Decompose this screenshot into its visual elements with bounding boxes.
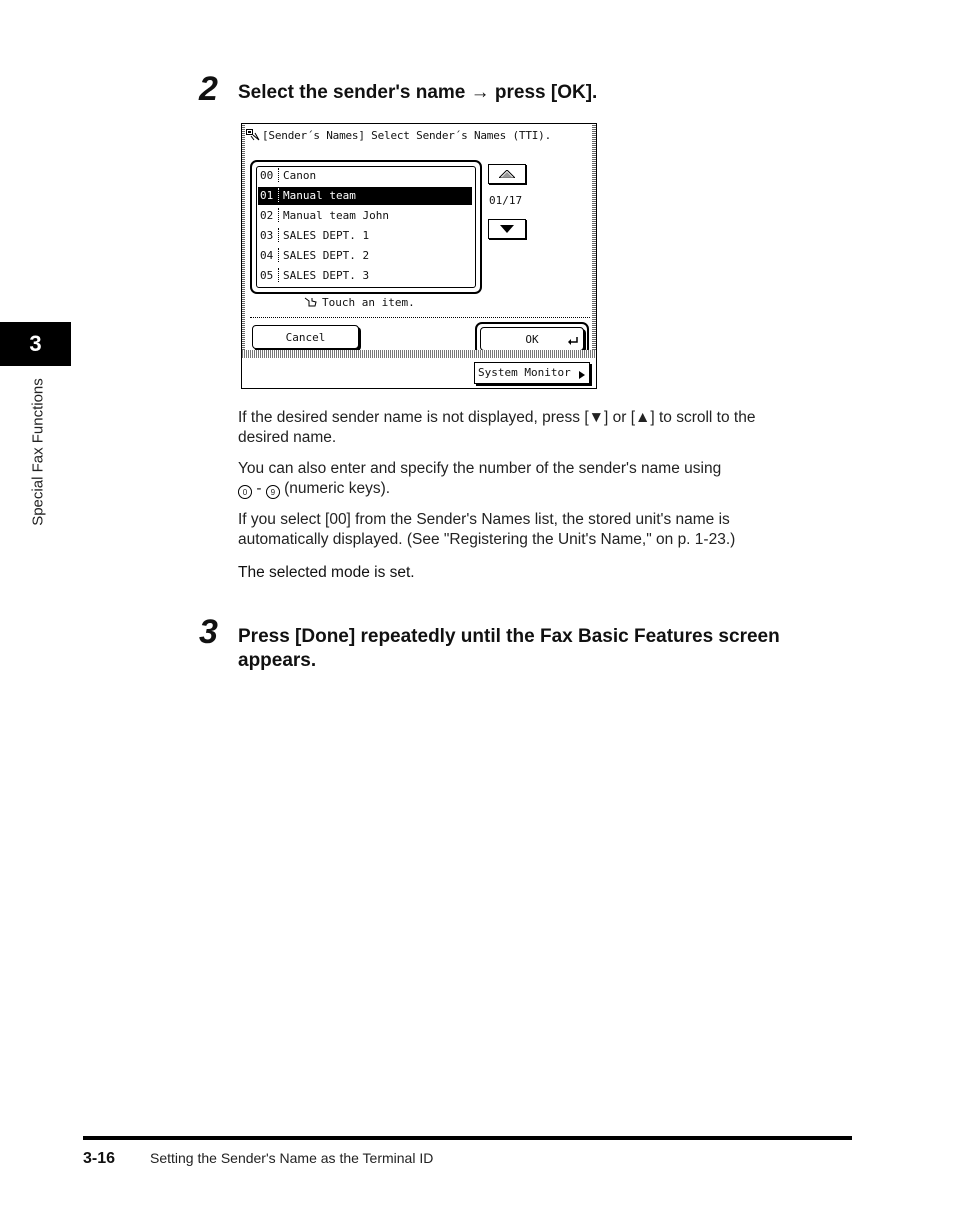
triangle-right-icon [579, 371, 585, 379]
item-name: SALES DEPT. 3 [283, 269, 370, 282]
step-title [238, 625, 848, 673]
step-title: Select the sender's name → press [OK]. [238, 82, 598, 103]
down-arrow-icon [500, 225, 514, 233]
list-item-03[interactable] [258, 227, 472, 245]
item-number: 02 [260, 209, 274, 222]
item-number: 05 [260, 269, 274, 282]
list-item-01[interactable] [258, 187, 472, 205]
item-name: Manual team [283, 189, 356, 202]
panel-border-hatch [592, 124, 596, 354]
up-arrow-icon [499, 170, 515, 178]
footer-title: Setting the Sender's Name as the Terminal ID [150, 1150, 434, 1166]
text-line: You can also enter and specify the number of the sender's name using [238, 460, 722, 477]
item-number: 01 [260, 189, 274, 202]
screen-title-text: [Sender´s Names] Select Sender´s Names (TTI). [262, 129, 552, 142]
item-name: SALES DEPT. 1 [283, 229, 370, 242]
list-item-05[interactable] [258, 267, 472, 285]
sender-names-icon [246, 129, 260, 141]
paragraph-numeric-keys [238, 459, 838, 499]
scroll-down-button[interactable] [488, 219, 526, 239]
step-title-line: appears. [238, 650, 317, 671]
list-item-02[interactable] [258, 207, 472, 225]
step-title-line: Press [Done] repeatedly until the Fax Basic Features screen [238, 626, 780, 647]
step-number: 2 [199, 70, 218, 108]
system-bar [242, 358, 596, 388]
item-name: Canon [283, 169, 317, 182]
system-monitor-button[interactable] [474, 362, 590, 384]
panel-separator-hatch [242, 350, 596, 358]
page-counter: 01/17 [489, 194, 523, 207]
item-number: 00 [260, 169, 274, 182]
text-line: If you select [00] from the Sender's Names list, the stored unit's name is [238, 511, 730, 528]
ok-button[interactable] [480, 327, 584, 351]
item-number: 04 [260, 249, 274, 262]
text-fragment: (numeric keys). [284, 480, 391, 497]
system-monitor-label: System Monitor [478, 366, 571, 379]
item-name: Manual team John [283, 209, 389, 222]
paragraph-unit-name [238, 510, 838, 550]
list-item-04[interactable] [258, 247, 472, 265]
item-name: SALES DEPT. 2 [283, 249, 370, 262]
divider [250, 317, 590, 318]
page-number: 3-16 [83, 1150, 116, 1167]
chapter-side-label: Special Fax Functions [29, 378, 47, 526]
paragraph-scroll-hint [238, 408, 838, 448]
footer-rule [83, 1136, 852, 1140]
scroll-up-button[interactable] [488, 164, 526, 184]
enter-icon [568, 337, 578, 345]
numeric-key-icon: 0 [238, 485, 252, 499]
chapter-tab [0, 322, 71, 366]
step-number: 3 [199, 613, 218, 651]
touch-hint-text: Touch an item. [322, 296, 415, 309]
item-number: 03 [260, 229, 274, 242]
screen-title [246, 129, 551, 142]
text-line: desired name. [238, 429, 337, 446]
touch-panel-screen [241, 123, 597, 389]
dash: - [256, 480, 262, 497]
panel-border-hatch [242, 124, 245, 354]
text-line: If the desired sender name is not displayed, press [▼] or [▲] to scroll to the [238, 409, 756, 426]
cancel-label: Cancel [285, 330, 326, 344]
touch-hint [304, 296, 415, 309]
cancel-button[interactable] [252, 325, 359, 349]
numeric-key-icon: 9 [266, 485, 280, 499]
ok-label: OK [525, 332, 539, 346]
text-line: automatically displayed. (See "Registering the Unit's Name," on p. 1-23.) [238, 531, 736, 548]
touch-hand-icon [304, 297, 318, 307]
list-item-00[interactable] [258, 167, 472, 185]
text-line [238, 479, 838, 499]
paragraph-result: The selected mode is set. [238, 564, 415, 581]
sender-list [250, 160, 482, 294]
chapter-number: 3 [29, 331, 42, 356]
